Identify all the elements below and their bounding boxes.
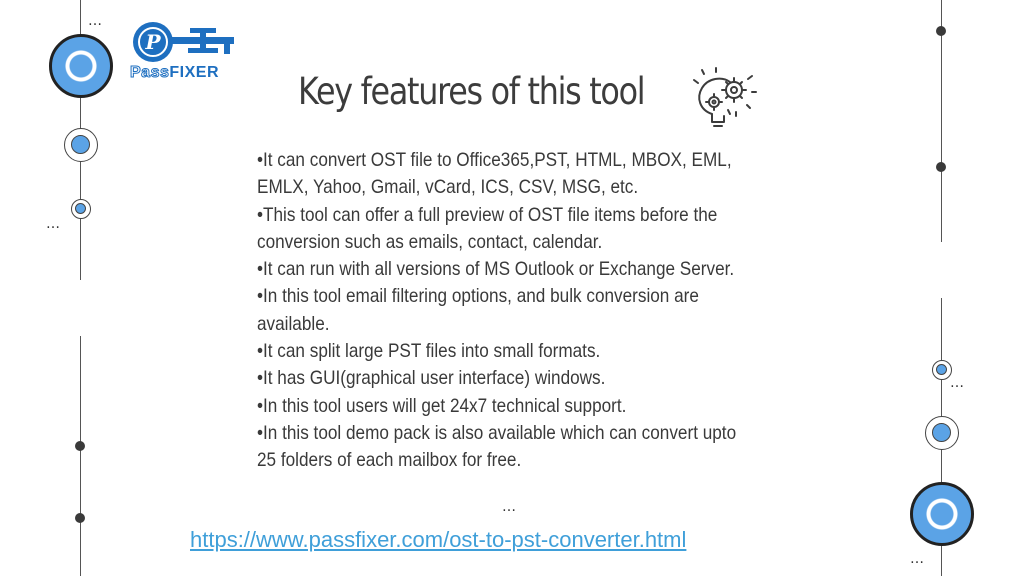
feature-item-2: •This tool can offer a full preview of OST file items before the conversion such as emails, contact, calendar. <box>257 203 718 253</box>
slide-title: Key features of this tool <box>298 70 645 113</box>
dot-left-1 <box>75 441 85 451</box>
feature-item-4: •In this tool email filtering options, and bulk conversion are available. <box>257 285 699 335</box>
svg-text:P: P <box>145 30 161 54</box>
logo-text-pass: Pass <box>130 64 170 81</box>
ellipsis-bottom-center: … <box>502 499 517 515</box>
medium-ring-left <box>64 128 98 162</box>
large-ring-top-left <box>49 34 113 98</box>
ellipsis-right-mid: … <box>950 375 965 391</box>
feature-item-7: •In this tool users will get 24x7 technical support. <box>257 394 627 417</box>
passfixer-logo <box>128 18 240 88</box>
feature-item-8: •In this tool demo pack is also available which can convert upto 25 folders of each mailbox for free. <box>257 421 737 472</box>
right-top-line <box>941 0 942 242</box>
product-url-link[interactable]: https://www.passfixer.com/ost-to-pst-converter.html <box>190 527 687 552</box>
logo-wordmark <box>130 64 219 82</box>
logo-text-fixer: FIXER <box>169 64 219 81</box>
feature-list <box>257 147 750 475</box>
small-ring-right <box>932 360 952 380</box>
medium-ring-right <box>925 416 959 450</box>
key-logo-icon <box>128 18 240 66</box>
small-ring-left <box>71 199 91 219</box>
feature-item-1: •It can convert OST file to Office365,PST, HTML, MBOX, EML, EMLX, Yahoo, Gmail, vCard, ICS, CSV, MSG, etc. <box>257 149 732 199</box>
feature-item-3: •It can run with all versions of MS Outlook or Exchange Server. <box>257 258 735 281</box>
gears-lightbulb-icon <box>690 66 760 132</box>
dot-right-2 <box>936 162 946 172</box>
dot-right-1 <box>936 26 946 36</box>
feature-item-5: •It can split large PST files into small formats. <box>257 340 601 363</box>
ellipsis-mid-left: … <box>46 216 61 232</box>
ellipsis-bottom-right: … <box>910 551 925 567</box>
feature-item-6: •It has GUI(graphical user interface) windows. <box>257 367 606 390</box>
ellipsis-top-left: … <box>88 13 103 29</box>
large-ring-bottom-right <box>910 482 974 546</box>
dot-left-2 <box>75 513 85 523</box>
left-bottom-line <box>80 336 81 576</box>
